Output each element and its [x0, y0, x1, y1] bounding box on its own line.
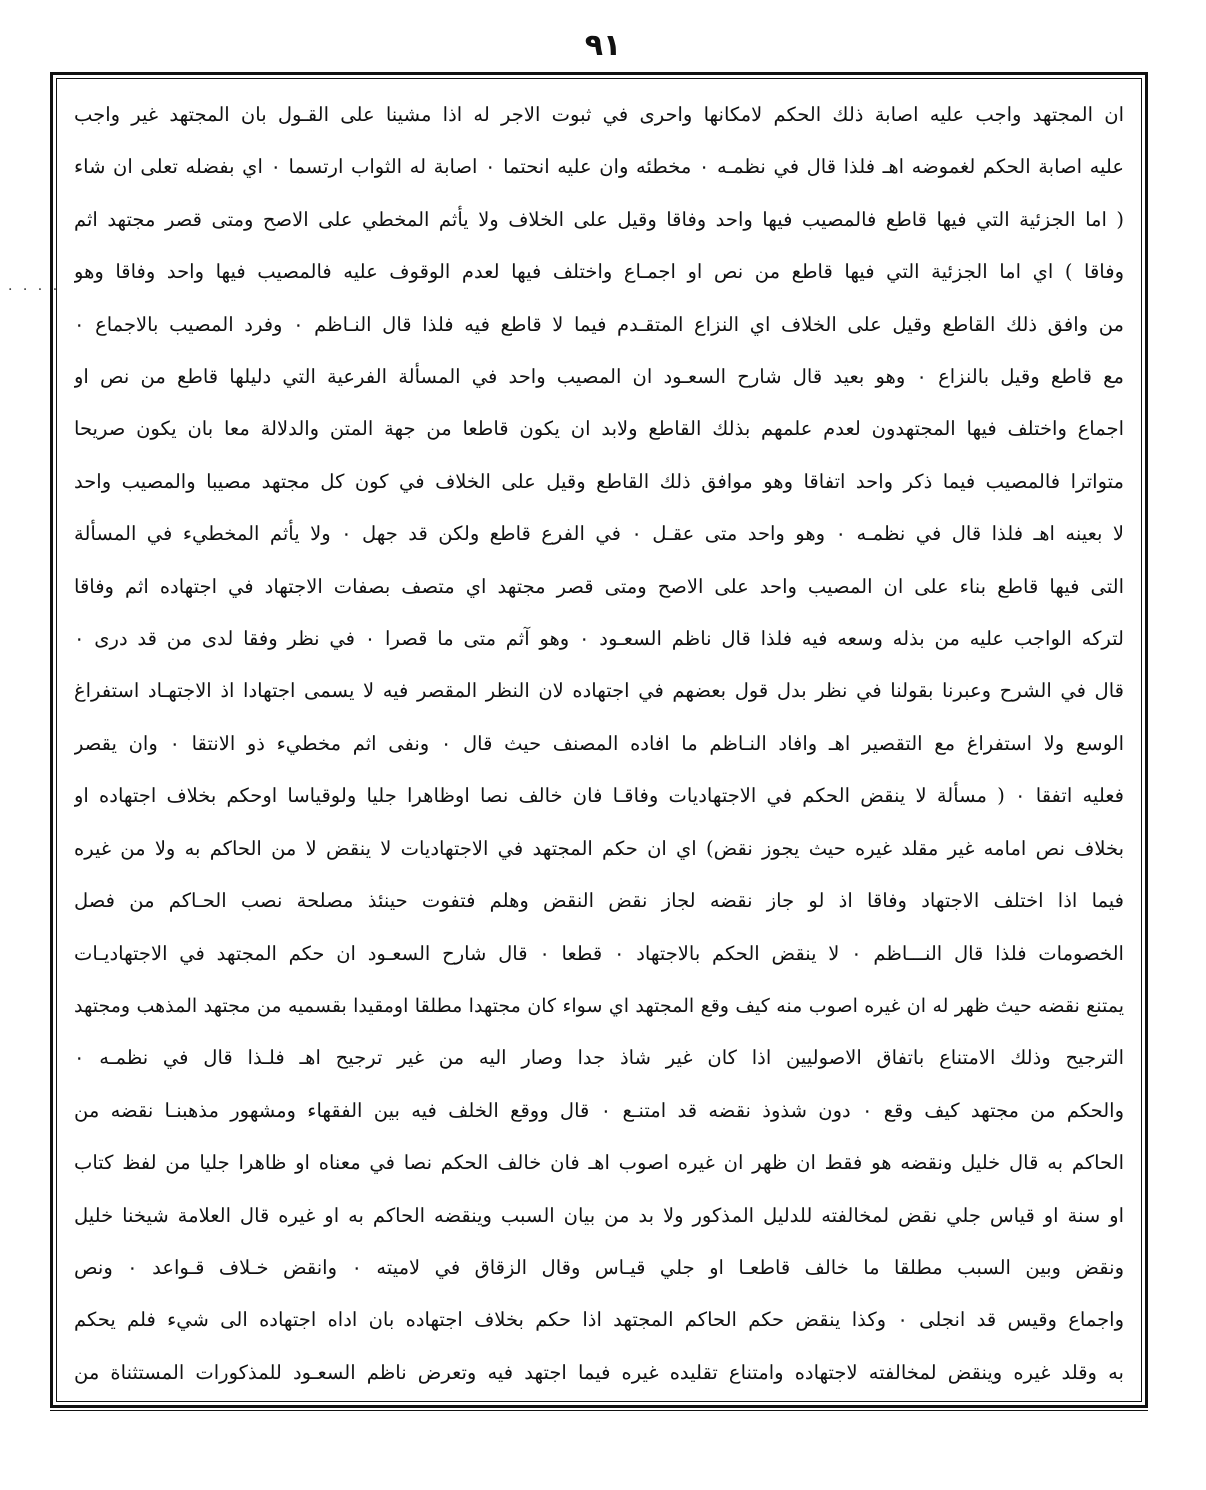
text-line: ونقض وبين السبب مطلقا ما خالف قاطعـا او جلي قيـاس وقال الزقاق في لاميته ٠ وانقض خـلاف قـواعد ٠ ونص	[74, 1255, 1124, 1279]
text-line: وفاقا ) اي اما الجزئية التي فيها قاطع من نص او اجمـاع واختلف فيها لعدم الوقوف عليه فالمصيب فيها واحد وفاقا وهو	[74, 260, 1124, 284]
text-line: مع قاطع وقيل بالنزاع ٠ وهو بعيد قال شارح السعـود ان المصيب واحد في المسألة الفرعية التي دليلها قاطع من نص او	[74, 365, 1124, 389]
text-line: فعليه اتفقا ٠ ( مسألة لا ينقض الحكم في الاجتهاديات وفاقـا فان خالف نصا اوظاهرا جليا ولوقياسا اوحكم بخلاف اجتهاده او	[74, 784, 1124, 808]
text-line: فيما اذا اختلف الاجتهاد وفاقا اذ لو جاز نقضه لجاز نقض النقض وهلم فتفوت حينئذ مصلحة نصب الحـاكم من فصل	[74, 889, 1124, 913]
text-line: واجماع وقيس قد انجلى ٠ وكذا ينقض حكم الحاكم المجتهد اذا حكم بخلاف اجتهاده بان اداه اجتهاده الى شيء فلم يحكم	[74, 1308, 1124, 1332]
margin-mark: · · · ·	[8, 282, 61, 298]
text-line: التى فيها قاطع بناء على ان المصيب واحد على الاصح ومتى قصر مجتهد اي متصف بصفات الاجتهاد في اجتهاده اثم وفاقا	[74, 574, 1124, 598]
text-line: يمتنع نقضه حيث ظهر له ان غيره اصوب منه كيف وقع المجتهد اي سواء كان مجتهدا مطلقا اومقيدا بقسميه من مجتهد المذهب ومجتهد	[74, 994, 1124, 1017]
text-line: الخصومات فلذا قال النـــاظم ٠ لا ينقض الحكم بالاجتهاد ٠ قطعا ٠ قال شارح السعـود ان حكم المجتهد في الاجتهاديـات	[74, 941, 1124, 965]
text-line: قال في الشرح وعبرنا بقولنا في نظر بدل قول بعضهم في اجتهاده لان النظر المقصر فيه لا يسمى اجتهادا اذ الاجتهـاد استفراغ	[74, 679, 1124, 703]
text-line: والحكم من مجتهد كيف وقع ٠ دون شذوذ نقضه قد امتنـع ٠ قال ووقع الخلف فيه بين الفقهاء ومشهور مذهبنـا نقضه من	[74, 1098, 1124, 1122]
text-line: لا بعينه اهـ فلذا قال في نظمـه ٠ وهو واحد متى عقـل ٠ في الفرع قاطع ولكن قد جهل ٠ ولا يأثم المخطيء في المسألة	[74, 522, 1124, 546]
page-number: ٩١	[584, 28, 622, 63]
text-line: الترجيح وذلك الامتناع باتفاق الاصوليين اذا كان غير شاذ جدا وصار اليه من غير ترجيح اهـ فلـذا قال في نظمـه ٠	[74, 1046, 1124, 1070]
text-line: متواترا فالمصيب فيما ذكر واحد اتفاقا وهو موافق ذلك القاطع وقيل على الخلاف في كون كل مجتهد مصيبا والمصيب واحد	[74, 469, 1124, 493]
text-line: الوسع ولا استفراغ مع التقصير اهـ وافاد النـاظم ما افاده المصنف حيث قال ٠ ونفى اثم مخطيء ذو الانتقا ٠ وان يقصر	[74, 731, 1124, 755]
text-line: ( اما الجزئية التي فيها قاطع فالمصيب فيها واحد وفاقا وقيل على الخلاف ولا يأثم المخطي على الاصح ومتى قصر مجتهد اثم	[74, 207, 1124, 231]
text-line: بخلاف نص امامه غير مقلد غيره حيث يجوز نقض) اي ان حكم المجتهد في الاجتهاديات لا ينقض لا من الحاكم به ولا من غيره	[74, 836, 1124, 860]
text-line: من وافق ذلك القاطع وقيل على الخلاف اي النزاع المتقـدم فيما لا قاطع فيه فلذا قال النـاظم ٠ وفرد المصيب بالاجماع ٠	[74, 312, 1124, 336]
text-line: الحاكم به قال خليل ونقضه هو فقط ان ظهر ان غيره اصوب اهـ فان خالف الحكم نصا في معناه او ظاهرا جليا من لفظ كتاب	[74, 1151, 1124, 1175]
text-line: لتركه الواجب عليه من بذله وسعه فيه فلذا قال ناظم السعـود ٠ وهو آثم متى ما قصرا ٠ في نظر وفقا لدى من قد درى ٠	[74, 627, 1124, 651]
body-text	[74, 96, 1124, 1392]
page-border-bottom-rule	[50, 1410, 1148, 1411]
text-line: اجماع واختلف فيها المجتهدون لعدم علمهم بذلك القاطع ولابد ان يكون قاطعا من جهة المتن والدلالة معا بان يكون صريحا	[74, 417, 1124, 441]
text-line: به وقلد غيره وينقض لمخالفته لاجتهاده وامتناع تقليده غيره فيما اجتهد فيه وتعرض ناظم السعـود للمذكورات المستثناة من	[74, 1360, 1124, 1384]
text-line: عليه اصابة الحكم لغموضه اهـ فلذا قال في نظمـه ٠ مخطئه وان عليه انحتما ٠ اصابة له الثواب ارتسما ٠ اي بفضله تعلى ان شاء	[74, 155, 1124, 179]
text-line: ان المجتهد واجب عليه اصابة ذلك الحكم لامكانها واحرى في ثبوت الاجر له اذا مشينا على القـول بان المجتهد غير واجب	[74, 103, 1124, 126]
text-line: او سنة او قياس جلي نقض لمخالفته للدليل المذكور ولا بد من بيان السبب وينقضه الحاكم به او غيره قال العلامة شيخنا خليل	[74, 1203, 1124, 1227]
